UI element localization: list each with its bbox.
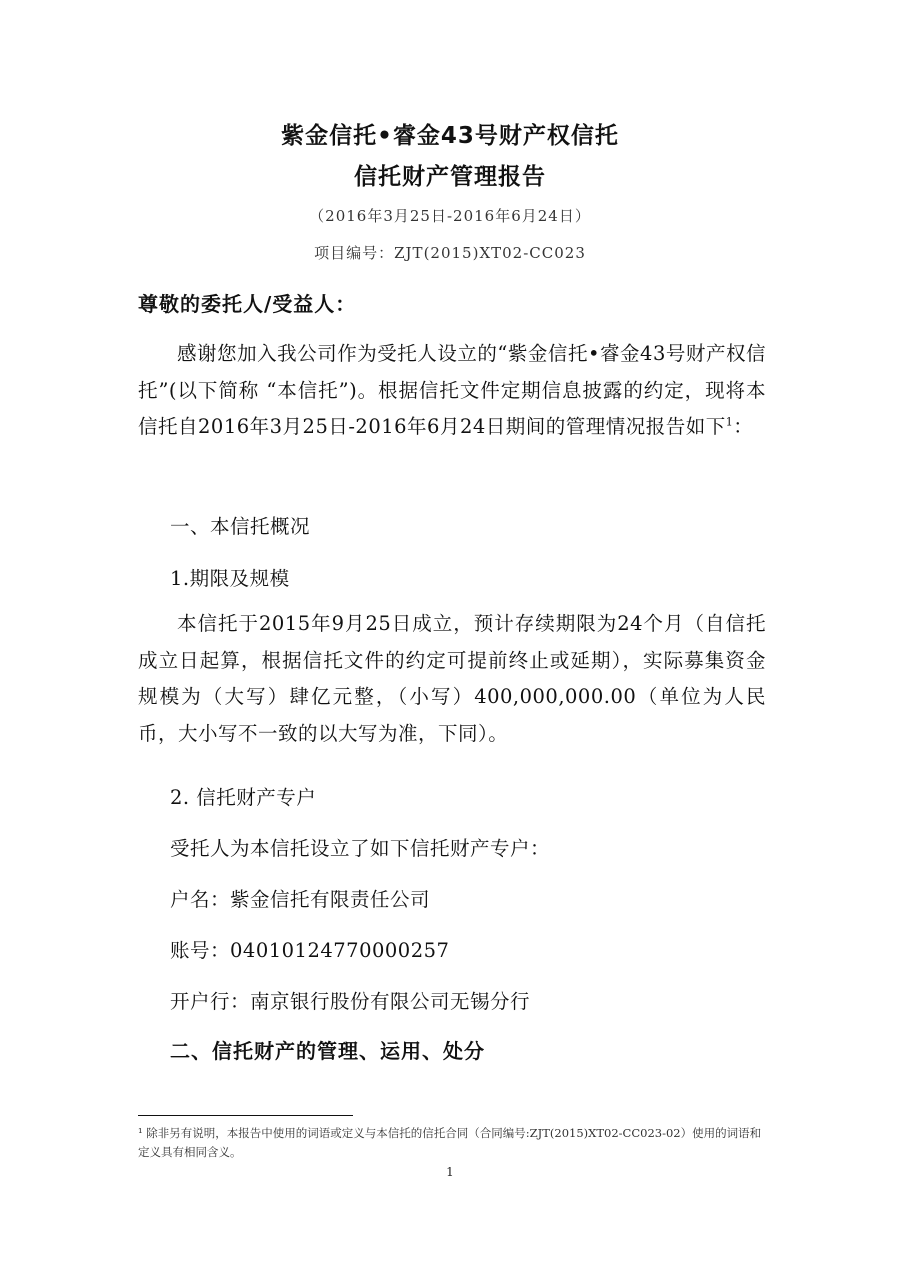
account-number: 账号：04010124770000257 (170, 939, 450, 962)
intro-paragraph-text: 感谢您加入我公司作为受托人设立的“紫金信托•睿金43号财产权信托”(以下简称 “本信托”)。根据信托文件定期信息披露的约定，现将本信托自2016年3月25日-2016年6月24日期间的管理情况报告如下 (138, 342, 766, 438)
intro-paragraph-end: ： (733, 415, 754, 438)
document-title-line1: 紫金信托•睿金43号财产权信托 (281, 123, 619, 149)
footnote-divider (138, 1115, 353, 1116)
report-period: （2016年3月25日-2016年6月24日） (309, 207, 591, 225)
document-title-line2: 信托财产管理报告 (354, 164, 546, 190)
footnote-reference: 1 (725, 415, 734, 429)
section-heading-overview: 一、本信托概况 (170, 515, 311, 538)
subsection-heading-account: 2. 信托财产专户 (170, 786, 317, 809)
page-number: 1 (446, 1165, 454, 1179)
section-heading-management: 二、信托财产的管理、运用、处分 (170, 1039, 485, 1063)
intro-paragraph (138, 336, 766, 446)
account-bank: 开户行：南京银行股份有限公司无锡分行 (170, 990, 531, 1013)
footnote-text: ¹ 除非另有说明，本报告中使用的词语或定义与本信托的信托合同（合同编号:ZJT(2015)XT02-CC023-02）使用的词语和定义具有相同含义。 (138, 1126, 762, 1159)
project-number: 项目编号：ZJT(2015)XT02-CC023 (314, 244, 586, 262)
subsection-heading-term: 1.期限及规模 (170, 567, 290, 590)
salutation: 尊敬的委托人/受益人： (138, 292, 357, 316)
account-intro: 受托人为本信托设立了如下信托财产专户： (170, 837, 551, 860)
term-scale-paragraph: 本信托于2015年9月25日成立，预计存续期限为24个月（自信托成立日起算，根据信托文件的约定可提前终止或延期），实际募集资金规模为（大写）肆亿元整，（小写）400,000,000.00（单位为人民币，大小写不一致的以大写为准，下同）。 (138, 612, 766, 745)
account-name: 户名：紫金信托有限责任公司 (170, 888, 431, 911)
